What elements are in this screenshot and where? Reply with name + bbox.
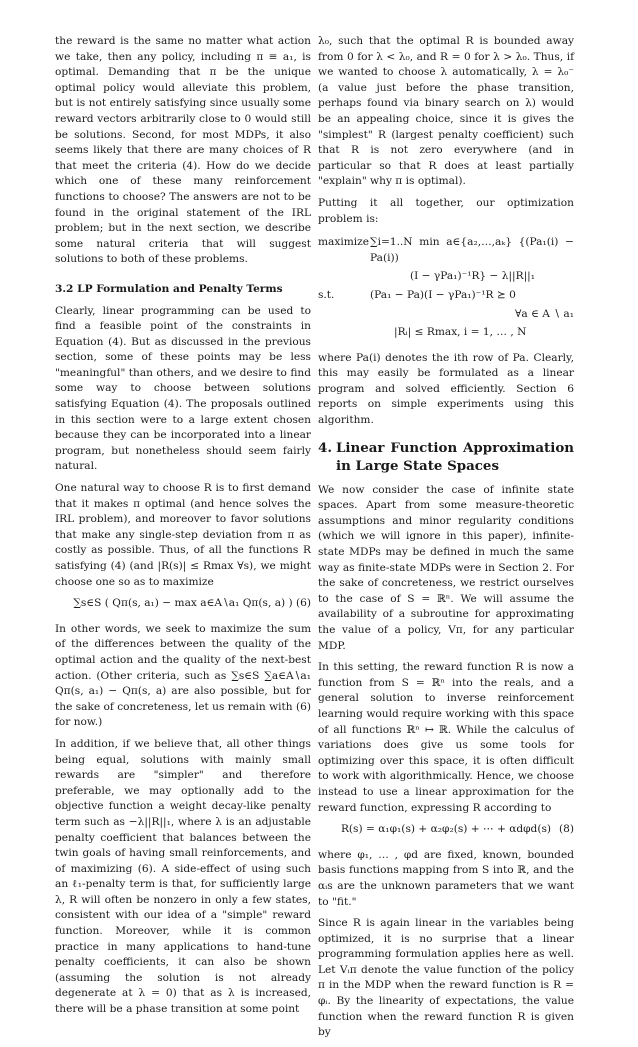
left-column (55, 34, 311, 1024)
equation-6 (55, 596, 311, 612)
paragraph: Since R is again linear in the variables being optimized, it is no surprise that a linear programming formulation applies here as well. Let Vᵢπ denote the value function of the policy π in the MDP when the reward function is R = φᵢ. By the linearity of expectations, the value function when the reward function R is given by (318, 917, 574, 1039)
optimization-problem (318, 235, 574, 341)
subject-to-label: s.t. (318, 288, 335, 301)
section-heading (318, 439, 574, 475)
constraint-2: |Rᵢ| ≤ Rmax, i = 1, … , N (394, 326, 527, 339)
maximize-label: maximize (318, 236, 370, 249)
equation-body: R(s) = α₁φ₁(s) + α₂φ₂(s) + ⋯ + αdφd(s) (340, 823, 552, 836)
section-number: 4. (318, 439, 332, 456)
section-heading: 3.2 LP Formulation and Penalty Terms (55, 282, 283, 295)
equation-body: ∑s∈S ( Qπ(s, a₁) − max a∈A∖a₁ Qπ(s, a) ) (73, 597, 293, 610)
paragraph: the reward is the same no matter what action we take, then any policy, including π ≡ a₁, is optimal. Demanding that π be the unique optimal policy would alleviate this problem, but is not entirely satisfying since usually some reward vectors arbitrarily close to 0 would still be solutions. Second, for most MDPs, it also seems likely that there are many choices of R that meet the criteria (4). How do we decide which one of these many reinforcement functions to choose? The answers are not to be found in the original statement of the IRL problem; but in the next section, we describe some natural criteria that will suggest solutions to both of these problems. (55, 35, 311, 266)
paragraph: where φ₁, … , φd are fixed, known, bounded basis functions mapping from S into ℝ, and the αᵢs are the unknown parameters that we want to "fit." (318, 848, 574, 908)
equation-number: (8) (558, 823, 574, 836)
equation-number: (6) (295, 597, 311, 610)
paragraph: In other words, we seek to maximize the sum of the differences between the quality of the optimal action and the quality of the next-best action. (Other criteria, such as ∑s∈S ∑a∈A∖a₁ Qπ(s, a₁) − Qπ(s, a) are also possible, but for the sake of concreteness, let us remain with (6) for now.) (55, 622, 311, 729)
section-title: Linear Function Approximation in Large State Spaces (336, 439, 574, 474)
paragraph: One natural way to choose R is to first demand that it makes π optimal (and hence solves the IRL problem), and moreover to favor solutions that make any single-step deviation from π as costly as possible. Thus, of all the functions R satisfying (4) (and |R(s)| ≤ Rmax ∀s), we might choose one so as to maximize (55, 482, 311, 588)
paragraph: λ₀, such that the optimal R is bounded away from 0 for λ < λ₀, and R = 0 for λ > λ₀. Thus, if we wanted to choose λ automatically, λ = λ₀⁻ (a value just before the phase transition, perhaps found via binary search on λ) would be an appealing choice, since it is gives the "simplest" R (largest penalty coefficient) such that R is not zero everywhere (and in particular so that R does at least partially "explain" why π is optimal). (318, 35, 574, 188)
objective-line-2: (I − γPa₁)⁻¹R} − λ||R||₁ (410, 270, 535, 283)
paragraph: In addition, if we believe that, all other things being equal, solutions with mainly small rewards are "simpler" and therefore preferable, we may optionally add to the objective function a weight decay-like penalty term such as −λ||R||₁, where λ is an adjustable penalty coefficient that balances between the twin goals of having small reinforcements, and of maximizing (6). A side-effect of using such an ℓ₁-penalty term is that, for sufficiently large λ, R will often be nonzero in only a few states, consistent with our idea of a "simple" reward function. Moreover, while it is common practice in many applications to hand-tune penalty coefficients, it can also be shown (assuming the solution is not already degenerate at λ = 0) that as λ is increased, there will be a phase transition at some point (55, 737, 311, 1016)
objective-line-1: ∑i=1..N min a∈{a₂,…,aₖ} {(Pa₁(i) − Pa(i)) (370, 236, 574, 264)
constraint-1-quantifier: ∀a ∈ A ∖ a₁ (515, 307, 574, 320)
equation-8 (318, 822, 574, 838)
constraint-1: (Pa₁ − Pa)(I − γPa₁)⁻¹R ⪰ 0 (370, 288, 516, 301)
paragraph: In this setting, the reward function R is now a function from S = ℝⁿ into the reals, and a general solution to inverse reinforcement learning would require working with this space of all functions ℝⁿ ↦ ℝ. While the calculus of variations does give us some tools for optimizing over this space, it is often difficult to work with algorithmically. Hence, we choose instead to use a linear approximation for the reward function, expressing R according to (318, 661, 574, 814)
paragraph: Clearly, linear programming can be used to find a feasible point of the constraints in Equation (4). But as discussed in the previous section, some of these points may be less "meaningful" than others, and we desire to find some way to choose between solutions satisfying Equation (4). The proposals outlined in this section were to a large extent chosen because they can be incorporated into a linear program, but nonetheless should seem fairly natural. (55, 304, 311, 473)
right-column (318, 34, 574, 1047)
paragraph: Putting it all together, our optimization problem is: (318, 196, 574, 225)
paragraph: where Pa(i) denotes the ith row of Pa. Clearly, this may easily be formulated as a linear program and solved efficiently. Section 6 reports on simple experiments using this algorithm. (318, 351, 574, 427)
paragraph: We now consider the case of infinite state spaces. Apart from some measure-theoretic assumptions and minor regularity conditions (which we will ignore in this paper), infinite-state MDPs may be defined in much the same way as finite-state MDPs were in Section 2. For the sake of concreteness, we restrict ourselves to the case of S = ℝⁿ. We will assume the availability of a subroutine for approximating the value of a policy, Vπ, for any particular MDP. (318, 483, 574, 652)
